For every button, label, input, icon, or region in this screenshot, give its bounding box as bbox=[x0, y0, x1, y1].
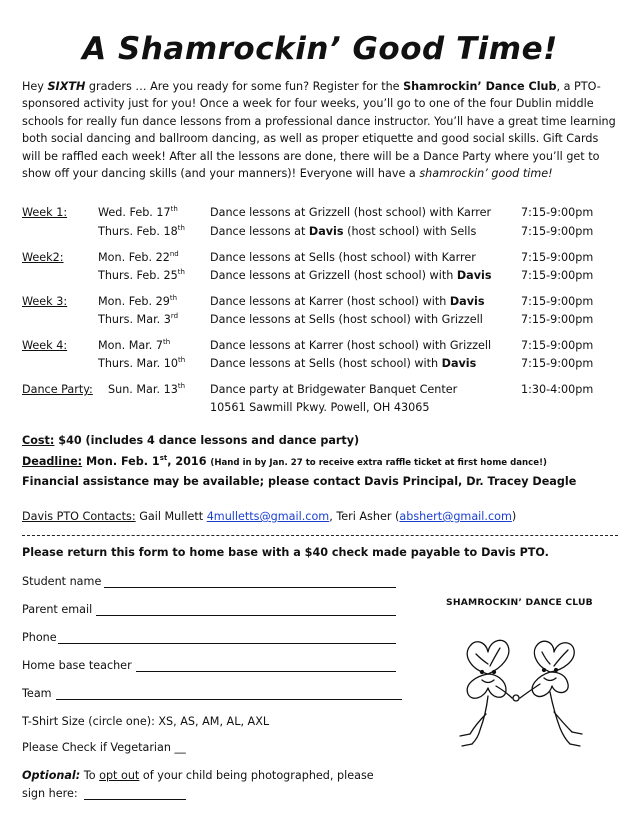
session-description: Dance lessons at Sells (host school) with Grizzell bbox=[210, 313, 483, 326]
flyer-title: A Shamrockin’ Good Time! bbox=[82, 31, 558, 67]
return-instructions: Please return this form to home base with a $40 check made payable to Davis PTO. bbox=[22, 546, 549, 559]
session-description: Dance lessons at Grizzell (host school) with Karrer bbox=[210, 206, 492, 219]
team-field[interactable]: Team bbox=[22, 686, 52, 702]
email-link-asher[interactable]: abshert@gmail.com bbox=[399, 510, 512, 523]
session-time: 7:15-9:00pm bbox=[521, 339, 594, 352]
week-label: Week 3: bbox=[22, 295, 68, 308]
schedule-row bbox=[0, 224, 640, 240]
session-date: Mon. Feb. 29th bbox=[98, 294, 178, 308]
session-description: Dance lessons at Karrer (host school) with Davis bbox=[210, 295, 485, 308]
parent-email-field[interactable]: Parent email bbox=[22, 602, 92, 618]
schedule-row bbox=[0, 338, 640, 354]
tshirt-size-line[interactable]: T-Shirt Size (circle one): XS, AS, AM, AL, AXL bbox=[22, 715, 270, 728]
schedule-row bbox=[0, 294, 640, 310]
session-description: Dance lessons at Sells (host school) with Karrer bbox=[210, 251, 476, 264]
intro-tagline: shamrockin’ good time! bbox=[419, 167, 553, 181]
session-time: 7:15-9:00pm bbox=[521, 206, 594, 219]
financial-assistance-line: Financial assistance may be available; please contact Davis Principal, Dr. Tracey Deagle bbox=[22, 475, 577, 488]
week-label: Week 4: bbox=[22, 339, 68, 352]
schedule-row bbox=[0, 250, 640, 266]
schedule-row bbox=[0, 205, 640, 221]
session-time: 7:15-9:00pm bbox=[521, 225, 594, 238]
week-label: Week 1: bbox=[22, 206, 68, 219]
session-description: Dance lessons at Davis (host school) with Sells bbox=[210, 225, 477, 238]
party-row bbox=[0, 382, 640, 398]
student-name-field[interactable]: Student name bbox=[22, 574, 101, 590]
session-time: 7:15-9:00pm bbox=[521, 251, 594, 264]
party-date: Sun. Mar. 13th bbox=[108, 382, 186, 396]
session-date: Thurs. Mar. 10th bbox=[98, 356, 186, 370]
session-date: Thurs. Feb. 25th bbox=[98, 268, 185, 282]
deadline-note: (Hand in by Jan. 27 to receive extra raffle ticket at first home dance!) bbox=[210, 458, 547, 468]
cut-line bbox=[22, 535, 618, 536]
phone-field[interactable]: Phone bbox=[22, 630, 57, 646]
session-description: Dance lessons at Grizzell (host school) with Davis bbox=[210, 269, 492, 282]
vegetarian-line[interactable]: Please Check if Vegetarian __ bbox=[22, 741, 186, 754]
session-date: Thurs. Feb. 18th bbox=[98, 224, 185, 238]
photo-opt-out-line: Optional: To opt out of your child being photographed, please bbox=[22, 769, 374, 782]
session-time: 7:15-9:00pm bbox=[521, 269, 594, 282]
party-label: Dance Party: bbox=[22, 383, 93, 396]
session-date: Wed. Feb. 17th bbox=[98, 205, 178, 219]
party-venue: Dance party at Bridgewater Banquet Center bbox=[210, 383, 458, 396]
dancing-shamrocks-icon bbox=[446, 634, 596, 764]
schedule-row bbox=[0, 268, 640, 284]
party-address: 10561 Sawmill Pkwy. Powell, OH 43065 bbox=[210, 401, 430, 414]
schedule-row bbox=[0, 356, 640, 372]
intro-paragraph: Hey SIXTH graders … Are you ready for some fun? Register for the Shamrockin’ Dance Club, a PTO-sponsored activity just for you! Once a week for four weeks, you’ll go to one of the four Dublin middle schools for really fun dance lessons from a professional dance instructor. You’ll have a great time learning both social dancing and ballroom dancing, as well as proper etiquette and good social skills. Gift Cards will be raffled each week! After all the lessons are done, there will be a Dance Party where you’ll get to show off your dancing skills (and your manners)! Everyone will have a shamrockin’ good time! bbox=[22, 80, 616, 181]
club-label: SHAMROCKIN’ DANCE CLUB bbox=[446, 597, 593, 608]
session-time: 7:15-9:00pm bbox=[521, 313, 594, 326]
party-time: 1:30-4:00pm bbox=[521, 383, 594, 396]
signature-field[interactable]: sign here: bbox=[22, 786, 78, 802]
cost-line: Cost: $40 (includes 4 dance lessons and dance party) bbox=[22, 434, 360, 447]
email-link-mullett[interactable]: 4mulletts@gmail.com bbox=[206, 510, 330, 523]
deadline-line: Deadline: Mon. Feb. 1st, 2016 (Hand in by Jan. 27 to receive extra raffle ticket at first home dance!) bbox=[22, 454, 547, 468]
club-name: Shamrockin’ Dance Club bbox=[403, 80, 557, 93]
home-base-teacher-field[interactable]: Home base teacher bbox=[22, 658, 132, 674]
session-date: Mon. Feb. 22nd bbox=[98, 250, 179, 264]
schedule-row bbox=[0, 312, 640, 328]
session-date: Thurs. Mar. 3rd bbox=[98, 312, 179, 326]
session-description: Dance lessons at Karrer (host school) with Grizzell bbox=[210, 339, 492, 352]
pto-contacts-line: Davis PTO Contacts: Gail Mullett 4mulletts@gmail.com, Teri Asher (abshert@gmail.com) bbox=[22, 510, 517, 523]
session-description: Dance lessons at Sells (host school) with Davis bbox=[210, 357, 477, 370]
session-time: 7:15-9:00pm bbox=[521, 295, 594, 308]
party-address-row bbox=[0, 400, 640, 416]
week-label: Week2: bbox=[22, 251, 64, 264]
session-time: 7:15-9:00pm bbox=[521, 357, 594, 370]
session-date: Mon. Mar. 7th bbox=[98, 338, 171, 352]
grade-text: SIXTH bbox=[47, 80, 86, 93]
